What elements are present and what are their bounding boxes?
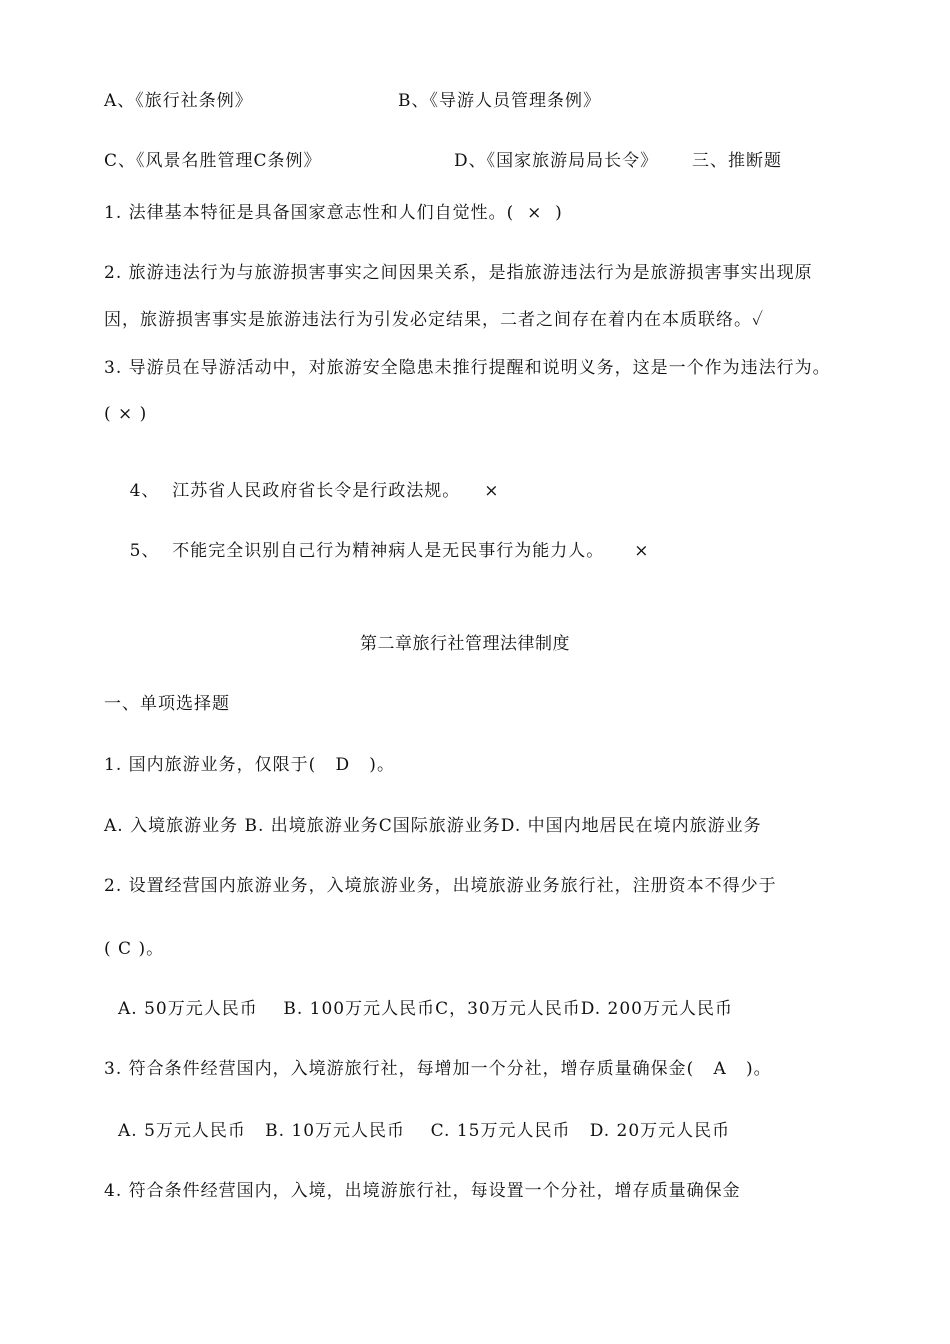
judgement-item-2-line2: 因，旅游损害事实是旅游违法行为引发必定结果，二者之间存在着内在本质联络。✓ [104,310,764,330]
section-heading-judgement: 三、推断题 [692,151,782,171]
question-4-stem: 4. 符合条件经营国内，入境，出境游旅行社，每设置一个分社，增存质量确保金 [104,1181,741,1201]
judgement-item-4-text: 4、 江苏省人民政府省长令是行政法规。 [129,481,461,501]
judgement-item-5-text: 5、 不能完全识别自己行为精神病人是无民事行为能力人。 [129,541,605,561]
question-3-stem: 3. 符合条件经营国内，入境游旅行社，每增加一个分社，增存质量确保金( A )。 [104,1059,772,1079]
question-2-stem-cont: ( C )。 [104,939,165,959]
judgement-item-5 [104,515,650,587]
judgement-item-3-line2: ( × ) [104,404,148,424]
question-3-options: A. 5万元人民币 B. 10万元人民币 C. 15万元人民币 D. 20万元人民币 [118,1121,731,1141]
question-1-stem: 1. 国内旅游业务，仅限于( D )。 [104,755,395,775]
question-2-stem: 2. 设置经营国内旅游业务，入境旅游业务，出境旅游业务旅行社，注册资本不得少于 [104,876,777,896]
option-c: C、《风景名胜管理C条例》 [104,151,322,171]
section-heading-single-choice: 一、单项选择题 [104,694,230,714]
question-2-options: A. 50万元人民币 B. 100万元人民币C，30万元人民币D. 200万元人民币 [118,999,733,1019]
judgement-item-4-answer: × [484,481,500,501]
question-1-options: A. 入境旅游业务 B. 出境旅游业务C国际旅游业务D. 中国内地居民在境内旅游业务 [104,816,762,836]
option-b: B、《导游人员管理条例》 [398,91,601,111]
judgement-item-5-answer: × [634,541,650,561]
option-d: D、《国家旅游局局长令》 [454,151,659,171]
judgement-item-3-line1: 3. 导游员在导游活动中，对旅游安全隐患未推行提醒和说明义务，这是一个作为违法行为。 [104,358,831,378]
option-a: A、《旅行社条例》 [104,91,253,111]
judgement-item-1: 1. 法律基本特征是具备国家意志性和人们自觉性。( × ) [104,203,563,223]
chapter-title: 第二章旅行社管理法律制度 [360,634,570,654]
judgement-item-2-line1: 2. 旅游违法行为与旅游损害事实之间因果关系，是指旅游违法行为是旅游损害事实出现原 [104,263,813,283]
